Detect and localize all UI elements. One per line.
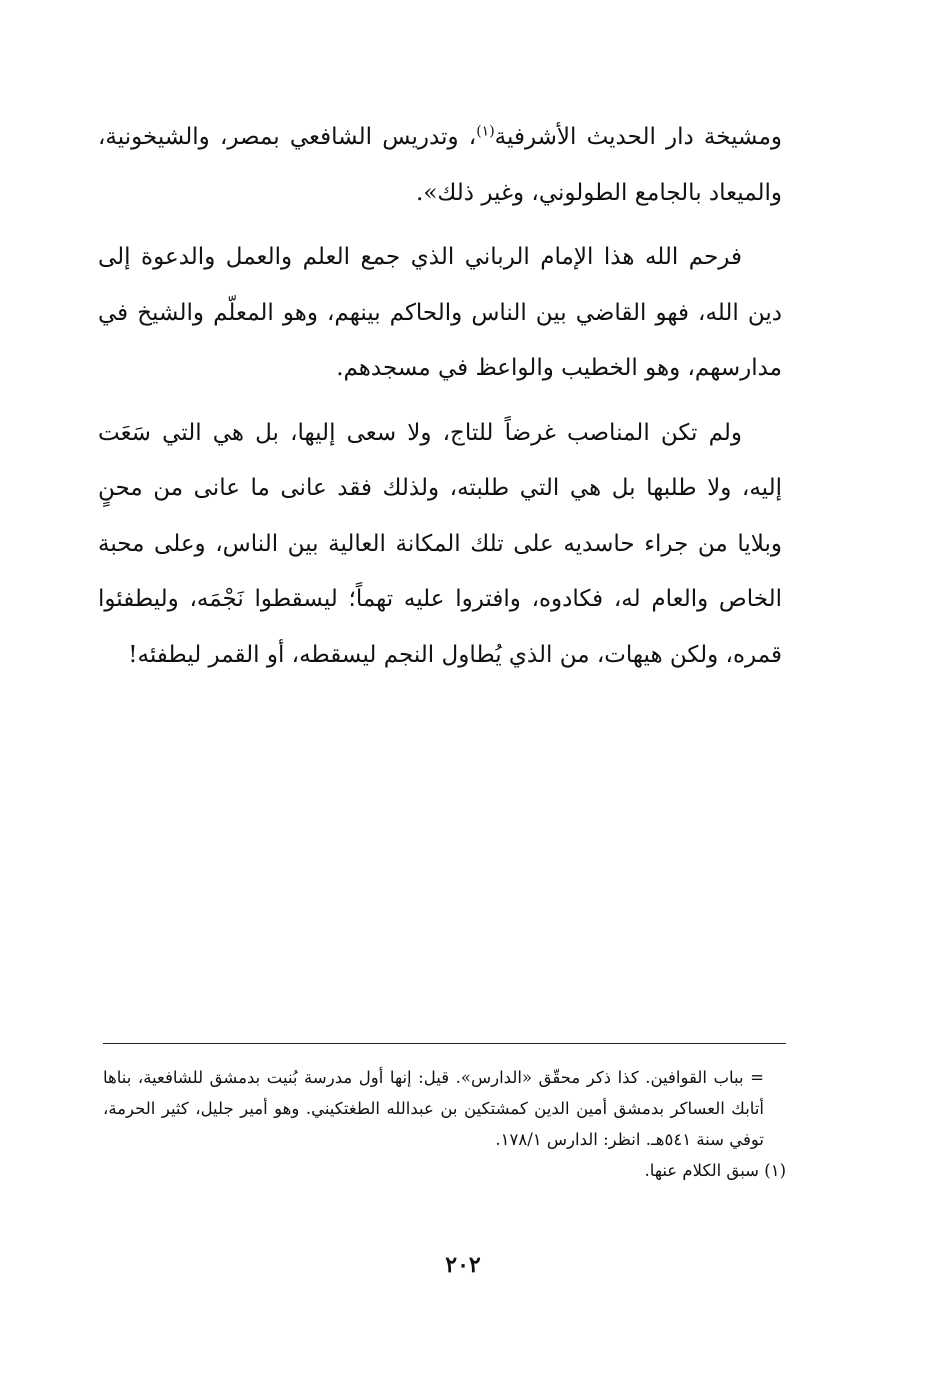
footnote-separator [103,1043,786,1044]
footnote-1: (١) سبق الكلام عنها. [644,1161,786,1180]
paragraph-3: ولم تكن المناصب غرضاً للتاج، ولا سعى إليها، بل هي التي سَعَت إليه، ولا طلبها بل هي التي طلبته، ولذلك فقد عانى ما عانى من محنٍ وبلايا من جراء حاسديه على تلك المكانة العالية بين الناس، وعلى محبة الخاص والعام له، فكادوه، وافتروا عليه تهماً؛ ليسقطوا نَجْمَه، وليطفئوا قمره، ولكن هيهات، من الذي يُطاول النجم ليسقطه، أو القمر ليطفئه! [98,419,782,668]
paragraph-1 [98,110,782,221]
main-text [98,110,782,692]
page-number: ٢٠٢ [445,1252,481,1278]
paragraph-1-end: ، وتدريس الشافعي بمصر، والشيخونية، والميعاد بالجامع الطولوني، وغير ذلك». [98,124,782,206]
footnote-reference-1[interactable]: (١) [476,123,495,140]
footnote-continuation: = بباب القوافين. كذا ذكر محقّق «الدارس». قيل: إنها أول مدرسة بُنيت بدمشق للشافعية، بناها أتابك العساكر بدمشق أمين الدين كمشتكين بن عبدالله الطغتكيني. وهو أمير جليل، كثير الحرمة، توفي سنة ٥٤١هـ. انظر: الدارس ١٧٨/١. [103,1068,764,1149]
paragraph-2: فرحم الله هذا الإمام الرباني الذي جمع العلم والعمل والدعوة إلى دين الله، فهو القاضي بين الناس والحاكم بينهم، وهو المعلّم والشيخ في مدارسهم، وهو الخطيب والواعظ في مسجدهم. [98,244,782,381]
footnotes [103,1062,786,1186]
paragraph-1-start: ومشيخة دار الحديث الأشرفية [494,124,782,150]
